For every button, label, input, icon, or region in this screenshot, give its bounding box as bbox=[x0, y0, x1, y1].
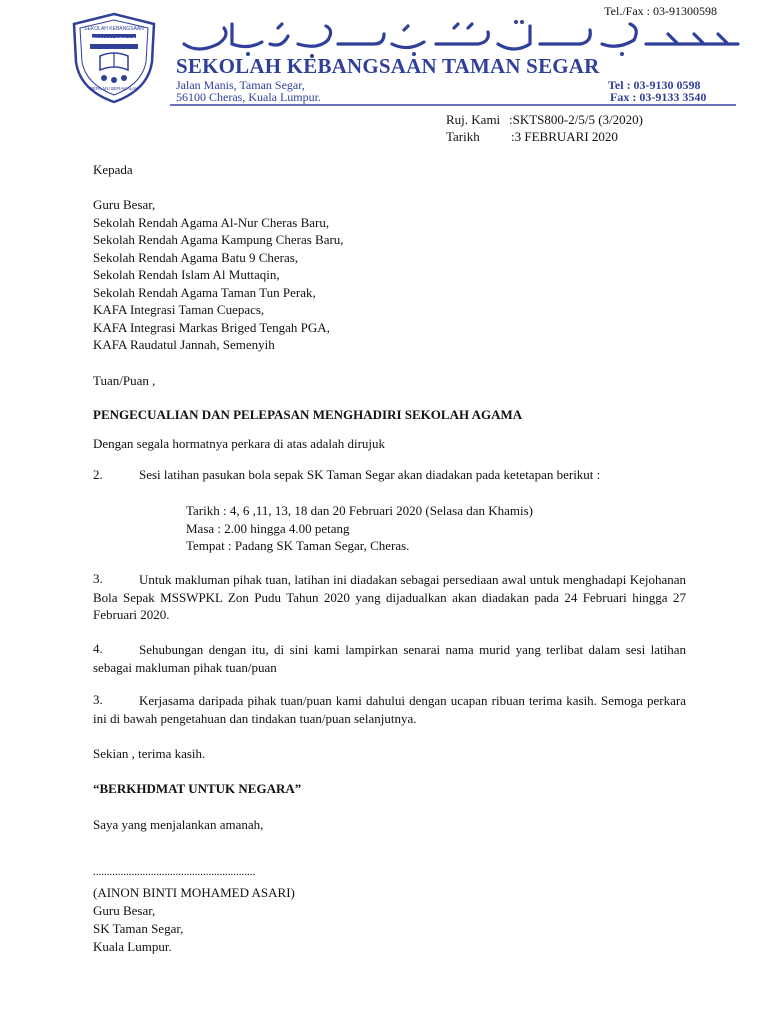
recipient-line: Sekolah Rendah Agama Taman Tun Perak, bbox=[93, 284, 316, 300]
paragraph-number: 4. bbox=[93, 641, 103, 656]
signatory-city: Kuala Lumpur. bbox=[93, 939, 172, 954]
header-fax: Fax : 03-9133 3540 bbox=[610, 90, 707, 104]
top-tel-fax: Tel./Fax : 03-91300598 bbox=[604, 4, 717, 18]
paragraph-2-text: Sesi latihan pasukan bola sepak SK Taman Segar akan diadakan pada ketetapan berikut : bbox=[139, 467, 601, 482]
signatory-name: (AINON BINTI MOHAMED ASARI) bbox=[93, 885, 295, 900]
tarikh-label: Tarikh bbox=[446, 129, 480, 144]
letterhead-divider bbox=[170, 104, 736, 106]
school-crest-logo bbox=[66, 10, 162, 106]
recipient-line: KAFA Integrasi Markas Briged Tengah PGA, bbox=[93, 319, 330, 335]
paragraph-number: 3. bbox=[93, 571, 103, 586]
closing-line: Sekian , terima kasih. bbox=[93, 746, 206, 761]
school-name: SEKOLAH KEBANGSAAN TAMAN SEGAR bbox=[176, 54, 600, 78]
recipient-line: Sekolah Rendah Agama Al-Nur Cheras Baru, bbox=[93, 214, 330, 230]
ruj-label: Ruj. Kami bbox=[446, 112, 501, 127]
recipient-line: KAFA Integrasi Taman Cuepacs, bbox=[93, 302, 265, 317]
paragraph-3-text: Untuk makluman pihak tuan, latihan ini diadakan sebagai persediaan awal untuk menghadapi Kejohanan Bola Sepak MSSWPKL Zon Pudu Tahun 2020 yang dijadualkan akan diadakan pada 24 Februari hingga 27 Februari 2020. bbox=[93, 572, 686, 622]
recipient-line: Sekolah Rendah Agama Batu 9 Cheras, bbox=[93, 249, 299, 265]
schedule-tarikh: Tarikh : 4, 6 ,11, 13, 18 dan 20 Februari 2020 (Selasa dan Khamis) bbox=[186, 503, 534, 518]
crest-text-mid: TAMAN SEGAR bbox=[91, 38, 137, 44]
recipient-line: Sekolah Rendah Agama Kampung Cheras Baru, bbox=[93, 232, 344, 247]
kepada: Kepada bbox=[93, 162, 133, 177]
subject-heading: PENGECUALIAN DAN PELEPASAN MENGHADIRI SEKOLAH AGAMA bbox=[93, 407, 523, 422]
tarikh-value: :3 FEBRUARI 2020 bbox=[511, 129, 618, 144]
recipient-line: Sekolah Rendah Islam Al Muttaqin, bbox=[93, 267, 280, 282]
paragraph-4-text: Sehubungan dengan itu, di sini kami lampirkan senarai nama murid yang terlibat dalam sesi latihan sebagai makluman pihak tuan/puan bbox=[93, 642, 686, 675]
address-line-2: 56100 Cheras, Kuala Lumpur. bbox=[176, 90, 321, 104]
crest-text-motto: BERILMU BERAKHLAK bbox=[89, 86, 139, 91]
signature-dots: ........................................................... bbox=[93, 866, 256, 878]
salutation: Tuan/Puan , bbox=[93, 373, 156, 388]
schedule-masa: Masa : 2.00 hingga 4.00 petang bbox=[186, 520, 350, 536]
signatory-school: SK Taman Segar, bbox=[93, 921, 184, 936]
paragraph-5-text: Kerjasama daripada pihak tuan/puan kami dahului dengan ucapan ribuan terima kasih. Semoga perkara ini di bawah pengetahuan dan tindakan tuan/puan selanjutnya. bbox=[93, 693, 686, 726]
address-line-1: Jalan Manis, Taman Segar, bbox=[176, 78, 305, 92]
recipient-line: Guru Besar, bbox=[93, 197, 156, 212]
schedule-tempat: Tempat : Padang SK Taman Segar, Cheras. bbox=[186, 538, 410, 553]
header-tel: Tel : 03-9130 0598 bbox=[608, 78, 701, 92]
signatory-title: Guru Besar, bbox=[93, 903, 156, 918]
paragraph-number: 3. bbox=[93, 692, 103, 707]
paragraph-number: 2. bbox=[93, 467, 103, 482]
ruj-value: :SKTS800-2/5/5 (3/2020) bbox=[509, 112, 643, 127]
motto: “BERKHDMAT UNTUK NEGARA” bbox=[93, 781, 302, 796]
recipient-line: KAFA Raudatul Jannah, Semenyih bbox=[93, 337, 275, 352]
opening-line: Dengan segala hormatnya perkara di atas adalah dirujuk bbox=[93, 436, 386, 451]
saya-line: Saya yang menjalankan amanah, bbox=[93, 817, 264, 832]
crest-text-top: SEKOLAH KEBANGSAAN bbox=[84, 26, 144, 32]
